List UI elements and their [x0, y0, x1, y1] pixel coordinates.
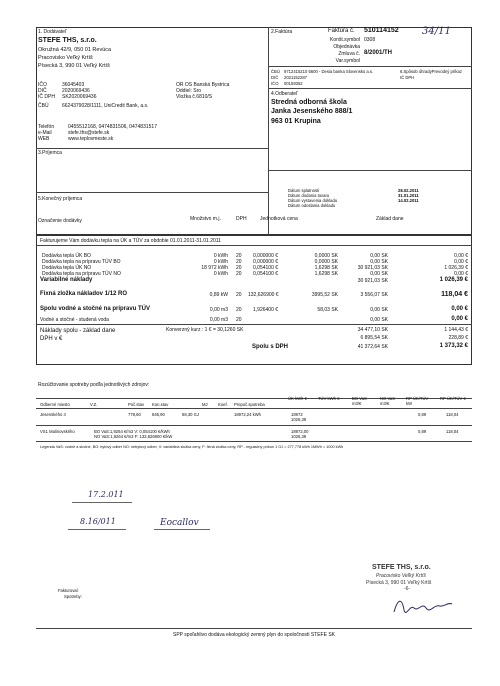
supplier-court2: Oddiel: Sro — [176, 88, 202, 94]
col-zaklad: Základ dane — [376, 216, 404, 222]
invoice-payment: 6.Spôsob úhradyPrevodný príkaz — [400, 69, 462, 74]
summary-total-label: Spolu s DPH — [252, 344, 289, 350]
stamp-line4: -6- — [404, 586, 411, 592]
buyer-name1: Stredná odborná škola — [271, 99, 347, 106]
supplier-dic: 2020069436 — [62, 88, 90, 94]
buyer-heading: 4.Odberateľ — [271, 91, 298, 97]
invoice-cbu: 9712415210 5600 - Desia banka Slovensko a.s. — [284, 69, 374, 74]
supplier-icdph-label: IČ DPH — [38, 94, 55, 100]
summary-dph-sk: 6 895,54 SK — [360, 335, 388, 341]
supplier-email-label: e-Mail — [38, 130, 52, 136]
final-recipient-heading: 5.Konečný príjemca — [38, 196, 83, 202]
dist-col-bo: BO VaS m3/€ — [352, 396, 367, 406]
tuv-p2: 58,03 SK — [317, 307, 338, 313]
fixed-costs-qty: 0,89 kW — [209, 292, 228, 298]
date-vystavenia-label: Dátum vystavenia dokladu — [288, 198, 338, 203]
invoice-zmluva-label: Zmluva č. — [338, 51, 360, 57]
dist-col-start: Poč.stav — [128, 402, 145, 407]
supplier-web: www.teplovmeste.sk — [68, 136, 114, 142]
fixed-costs-base: 3 556,07 SK — [360, 292, 388, 298]
stamp-name: STEFE THS, s.r.o. — [372, 564, 431, 571]
supplier-bank-label: ČBÚ — [38, 103, 49, 109]
handwritten-signature: Eocallov — [160, 518, 199, 528]
dist-col-place: Odberné miesto — [40, 402, 70, 407]
fixed-costs-price: 132,626900 € — [248, 292, 279, 298]
footer-text: SPP spoľahlivo dodáva ekologický zemný plyn do spoločnosti STEFE SK — [172, 632, 335, 638]
col-dph: DPH — [236, 216, 247, 222]
invoice-konst: 0308 — [364, 37, 376, 43]
summary-total-eur: 1 373,32 € — [439, 343, 468, 349]
tuv-qty: 0,00 m3 — [209, 307, 228, 313]
supplier-ico: 36045403 — [62, 82, 85, 88]
invoice-number: 510114152 — [364, 27, 399, 34]
variable-costs-base: 30 921,03 SK — [357, 278, 388, 284]
col-oznacenie: Označenie dodávky — [38, 218, 82, 224]
fixed-costs-dph: 20 — [236, 292, 242, 298]
dist-col-rp-kw: RP ÚK/TÚV kW — [406, 396, 429, 406]
date-dodania-label: Dátum dodania tovaru — [288, 193, 330, 198]
tuv-price: 1,926400 € — [253, 307, 279, 313]
date-splatnost: 28.02.2011 — [398, 188, 419, 193]
water-dph: 20 — [236, 317, 242, 323]
water-qty: 0,00 m3 — [209, 317, 228, 323]
tuv-base: 0,00 SK — [370, 307, 388, 313]
supplier-heading: 1. Dodávateľ — [38, 29, 67, 35]
dist-col-spotreba: Prepoč.spotreba — [234, 402, 265, 407]
handwritten-date-1: 17.2.011 — [88, 490, 124, 499]
dist-col-end: Kon.stav — [152, 402, 169, 407]
buyer-city: 963 01 Krupina — [271, 118, 321, 125]
summary-conversion: Konverzný kurz : 1 € = 30,1260 SK — [166, 327, 244, 333]
summary-dph-eur: 228,89 € — [448, 335, 468, 341]
fakturoval-label: Fakturoval: — [58, 588, 79, 593]
invoice-cbu-label: ČBÚ — [271, 69, 280, 74]
stamp-line3: Písecká 3, 990 01 Veľký Krtíš — [366, 580, 432, 586]
invoice-dic-label: DIČ — [271, 75, 279, 80]
fixed-costs-label: Fixná zložka nákladov 1/12 RO — [40, 291, 128, 297]
col-jedn-cena: Jednotková cena — [260, 216, 298, 222]
supplier-email: stefe.ths@stefe.sk — [68, 130, 110, 136]
supplier-court1: OR OS Banská Bystrica — [176, 82, 230, 88]
period-note: Fakturujeme Vám dodávku tepla na ÚK a TÚV za obdobie 01.01.2011-31.01.2011 — [40, 238, 221, 244]
dist-col-rp-eur: RP ÚK/TÚV € — [440, 396, 466, 401]
supplier-name: STEFE THS, s.r.o. — [38, 37, 97, 44]
distribution-legend: Legenda VaS: vodné a stočné, BO: bytový odber NO: nebytový odber, V: variabilná zložka ceny, F: fixná zložka ceny, RP - regulačný príkon 1 GJ = 277,778 kWh 1MWh = 1000 kWh — [40, 445, 344, 449]
supplier-web-label: WEB — [38, 136, 50, 142]
supplier-tel-label: Telefón — [38, 124, 55, 130]
stamp-line2: Pracovisko Veľký Krtíš — [376, 573, 426, 579]
date-vystavenia: 14.02.2011 — [398, 198, 419, 203]
invoice-var-label: Var.symbol — [335, 58, 360, 64]
supplier-bank: 6624379028/1111, UniCredit Bank, a.s. — [62, 103, 149, 109]
summary-naklady-eur: 1 144,43 € — [444, 327, 468, 333]
fixed-costs-total: 118,04 € — [441, 291, 468, 298]
supplier-address3: Písecká 3, 990 01 Veľký Krtíš — [38, 63, 110, 69]
stamp-signature — [388, 590, 458, 620]
variable-costs-label: Variabilné náklady — [40, 277, 93, 283]
invoice-objednavka-label: Objednávka — [333, 44, 360, 50]
spotreby-label: Spotreby: — [64, 594, 82, 599]
tuv-total: 0,00 € — [451, 306, 468, 312]
variable-costs-total: 1 026,39 € — [439, 277, 468, 283]
date-odoslania-label: Dátum odoslania dokladu — [288, 203, 336, 208]
invoice-heading: 2.Faktúra — [271, 29, 293, 35]
fixed-costs-p2: 3995,52 SK — [311, 292, 338, 298]
invoice-page: 1. Dodávateľ STEFE THS, s.r.o. Okružná 42/9, 050 01 Revúca Pracovisko Veľký Krtíš Písecká 3, 990 01 Veľký Krtíš IČO 36045403 DIČ 2020069436 IČ DPH SK2020069436 OR OS Banská Bystrica Oddiel: Sro Vložka č.6810/S ČBÚ 6624379028/1111, UniCredit Bank, a.s. Telefón 0455512168, 0474831506, 0474831517 e-Mail stefe.ths@stefe.sk WEB www.teplovmeste.sk 3.Príjemca 5.Konečný príjemca 2.Faktúra Faktúra č. 510114152 34/11 Konšt.symbol 0308 Objednávka Zmluva č. 8/2001/TH Var.symbol ČBÚ 9712415210 5600 - Desia banka Slovensko a.s. 6.Spôsob úhradyPrevodný príkaz DIČ 2021152287 IČ DPH IČO 00159352 4.Odberateľ Stredná odborná škola Janka Jesenského 888/1 963 01 Krupina Dátum splatnosti 28.02.2011 Dátum dodania tovaru 31.01.2011 Dátum vystavenia dokladu 14.02.2011 Dátum odoslania dokladu Označenie dodávky Množstvo m.j. DPH Jednotková cena Základ dane Fakturujeme Vám dodávku tepla na ÚK a TÚV za obdobie 01.01.2011-31.01.2011 Dodávka tepla ÚK BO 0 kWh 20 0,000000 € 0,0000 SK 0,00 SK 0,00 € Dodávka tepla na prípravu TÚV BO 0 kWh 20 0,000000 € 0,0000 SK 0,00 SK 0,00 € Dodávka tepla ÚK NO 18 972 kWh 20 0,054100 € 1,6298 SK 30 921,03 SK 1 026,39 € Dodávka tepla na prípravu TÚV NO 0 kWh 20 0,054100 € 1,6298 SK 0,00 SK 0,00 € Variabilné náklady 30 921,03 SK 1 026,39 € Fixná zložka nákladov 1/12 RO 0,89 kW 20 132,626900 € 3995,52 SK 3 556,07 SK 118,04 € Spolu vodné a stočné na prípravu TÚV 0,00 m3 20 1,926400 € 58,03 SK 0,00 SK 0,00 € Vodné a stočné - studená voda 0,00 m3 20 0,00 SK 0,00 € Náklady spolu - základ dane Konverzný kurz : 1 € = 30,1260 SK 34 477,10 SK 1 144,43 € DPH v € 6 895,54 SK 228,89 € Spolu s DPH 41 372,64 SK 1 373,32 € Rozúčtovanie spotreby podľa jednotlivých zdrojov: Odberné miesto V.Z. Poč.stav Kon.stav MJ Koef. Prepoč.spotreba ÚK kWh € TÚV kWh € BO VaS m3/€ NO VaS m3/€ RP ÚK/TÚV kW RP ÚK/TÚV € Jesenského 4 778,60 846,90 68,30 GJ 18972,24 kWh 18972 1026,39 0,89 118,04 VS1 Malinovského BO VaS:1,9264 €/m3 V: 0,054100 €/kWh NO VaS:1,9264 €/m3 F: 132,626900 €/kW 18972,00 1026,39 0,89 118,04 Legenda VaS: vodné a stočné, BO: bytový odber NO: nebytový odber, V: variabilná zložka ceny, F: fixná zložka ceny, RP - regulačný príkon 1 GJ = 277,778 kWh 1MWh = 1000 kWh 17.2.011 8.16/011 Eocallov STEFE THS, s.r.o. Pracovisko Veľký Krtíš Písecká 3, 990 01 Veľký Krtíš -6- Fakturoval: Spotreby: SPP spoľahlivo dodáva ekologický zemný plyn do spoločnosti STEFE SK — [28, 20, 480, 650]
supplier-icdph: SK2020069436 — [62, 94, 97, 100]
buyer-name2: Janka Jesenského 888/1 — [271, 108, 353, 115]
dist-col-uk: ÚK kWh € — [288, 396, 307, 401]
supplier-ico-label: IČO — [38, 82, 47, 88]
water-total: 0,00 € — [451, 316, 468, 322]
summary-dph-label: DPH v € — [40, 336, 63, 342]
tuv-dph: 20 — [236, 307, 242, 313]
summary-naklady-sk: 34 477,10 SK — [357, 327, 388, 333]
distribution-title: Rozúčtovanie spotreby podľa jednotlivých zdrojov: — [38, 382, 150, 388]
supplier-dic-label: DIČ — [38, 88, 47, 94]
handwritten-mark: 34/11 — [422, 26, 451, 37]
invoice-dic: 2021152287 — [284, 75, 307, 80]
invoice-konst-label: Konšt.symbol — [329, 37, 360, 43]
supplier-court3: Vložka č.6810/S — [176, 94, 213, 100]
dist-col-koef: Koef. — [218, 402, 228, 407]
invoice-ico: 00159352 — [284, 81, 303, 86]
dist-col-no: NO VaS m3/€ — [380, 396, 396, 406]
tuv-label: Spolu vodné a stočné na prípravu TÚV — [40, 306, 151, 312]
water-label: Vodné a stočné - studená voda — [40, 317, 109, 323]
supplier-tel: 0455512168, 0474831506, 0474831517 — [68, 124, 157, 130]
invoice-icdph-label: IČ DPH — [400, 75, 415, 80]
date-splatnost-label: Dátum splatnosti — [288, 188, 320, 193]
date-dodania: 31.01.2011 — [398, 193, 419, 198]
handwritten-date-2: 8.16/011 — [80, 517, 116, 526]
supplier-address1: Okružná 42/9, 050 01 Revúca — [38, 47, 112, 53]
summary-total-sk: 41 372,64 SK — [357, 344, 388, 350]
recipient-heading: 3.Príjemca — [38, 150, 62, 156]
dist-col-vz: V.Z. — [90, 402, 98, 407]
summary-naklady-label: Náklady spolu - základ dane — [40, 328, 116, 334]
dist-col-tuv: TÚV kWh € — [318, 396, 340, 401]
supplier-address2: Pracovisko Veľký Krtíš — [38, 55, 93, 61]
col-mnozstvo: Množstvo m.j. — [190, 216, 221, 222]
dist-col-mj: MJ — [202, 402, 208, 407]
water-base: 0,00 SK — [370, 317, 388, 323]
invoice-number-label: Faktúra č. — [328, 28, 355, 34]
invoice-ico-label: IČO — [271, 81, 279, 86]
invoice-zmluva: 8/2001/TH — [364, 50, 393, 56]
